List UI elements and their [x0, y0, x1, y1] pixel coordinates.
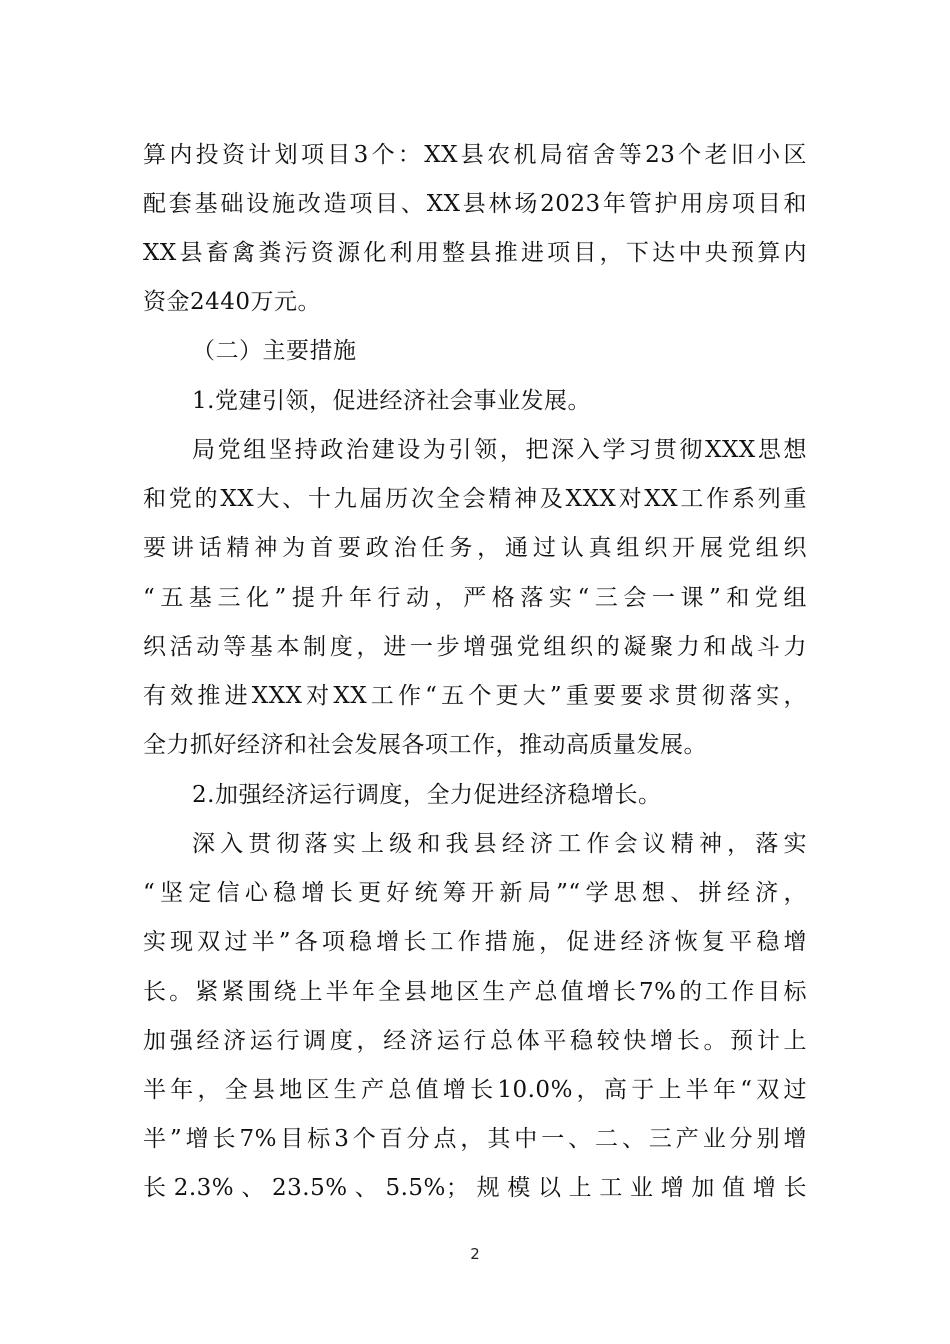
section-heading: （二）主要措施	[192, 338, 357, 364]
body-text-line: 半”增长7%目标3个百分点，其中一、二、三产业分别增	[143, 1126, 807, 1152]
subsection-heading: 1.党建引领，促进经济社会事业发展。	[192, 388, 591, 414]
body-text-line: 长2.3%、23.5%、5.5%；规模以上工业增加值增长	[143, 1175, 807, 1201]
body-text-line: 全力抓好经济和社会发展各项工作，推动高质量发展。	[143, 732, 707, 758]
body-text-line: 深入贯彻落实上级和我县经济工作会议精神，落实	[192, 831, 807, 857]
body-text-line: 资金2440万元。	[143, 289, 322, 315]
body-text-line: 加强经济运行调度，经济运行总体平稳较快增长。预计上	[143, 1028, 807, 1054]
body-text-line: “坚定信心稳增长更好统筹开新局”“学思想、拼经济，	[143, 880, 807, 906]
body-text-line: XX县畜禽粪污资源化利用整县推进项目，下达中央预算内	[143, 240, 807, 266]
body-text-line: 织活动等基本制度，进一步增强党组织的凝聚力和战斗力	[143, 634, 807, 660]
subsection-heading: 2.加强经济运行调度，全力促进经济稳增长。	[192, 782, 662, 808]
body-text-line: 要讲话精神为首要政治任务，通过认真组织开展党组织	[143, 535, 807, 561]
body-text-line: 和党的XX大、十九届历次全会精神及XXX对XX工作系列重	[143, 486, 807, 512]
body-text-line: “五基三化”提升年行动，严格落实“三会一课”和党组	[143, 585, 807, 611]
body-text-line: 局党组坚持政治建设为引领，把深入学习贯彻XXX思想	[192, 437, 807, 463]
body-text-line: 长。紧紧围绕上半年全县地区生产总值增长7%的工作目标	[143, 979, 807, 1005]
body-text-line: 半年，全县地区生产总值增长10.0%，高于上半年“双过	[143, 1077, 807, 1103]
body-text-line: 配套基础设施改造项目、XX县林场2023年管护用房项目和	[143, 191, 807, 217]
body-text-line: 算内投资计划项目3个：XX县农机局宿舍等23个老旧小区	[143, 142, 807, 168]
body-text-line: 实现双过半”各项稳增长工作措施，促进经济恢复平稳增	[143, 929, 807, 955]
body-text-line: 有效推进XXX对XX工作“五个更大”重要要求贯彻落实，	[143, 683, 807, 709]
page-number: 2	[470, 1245, 480, 1263]
